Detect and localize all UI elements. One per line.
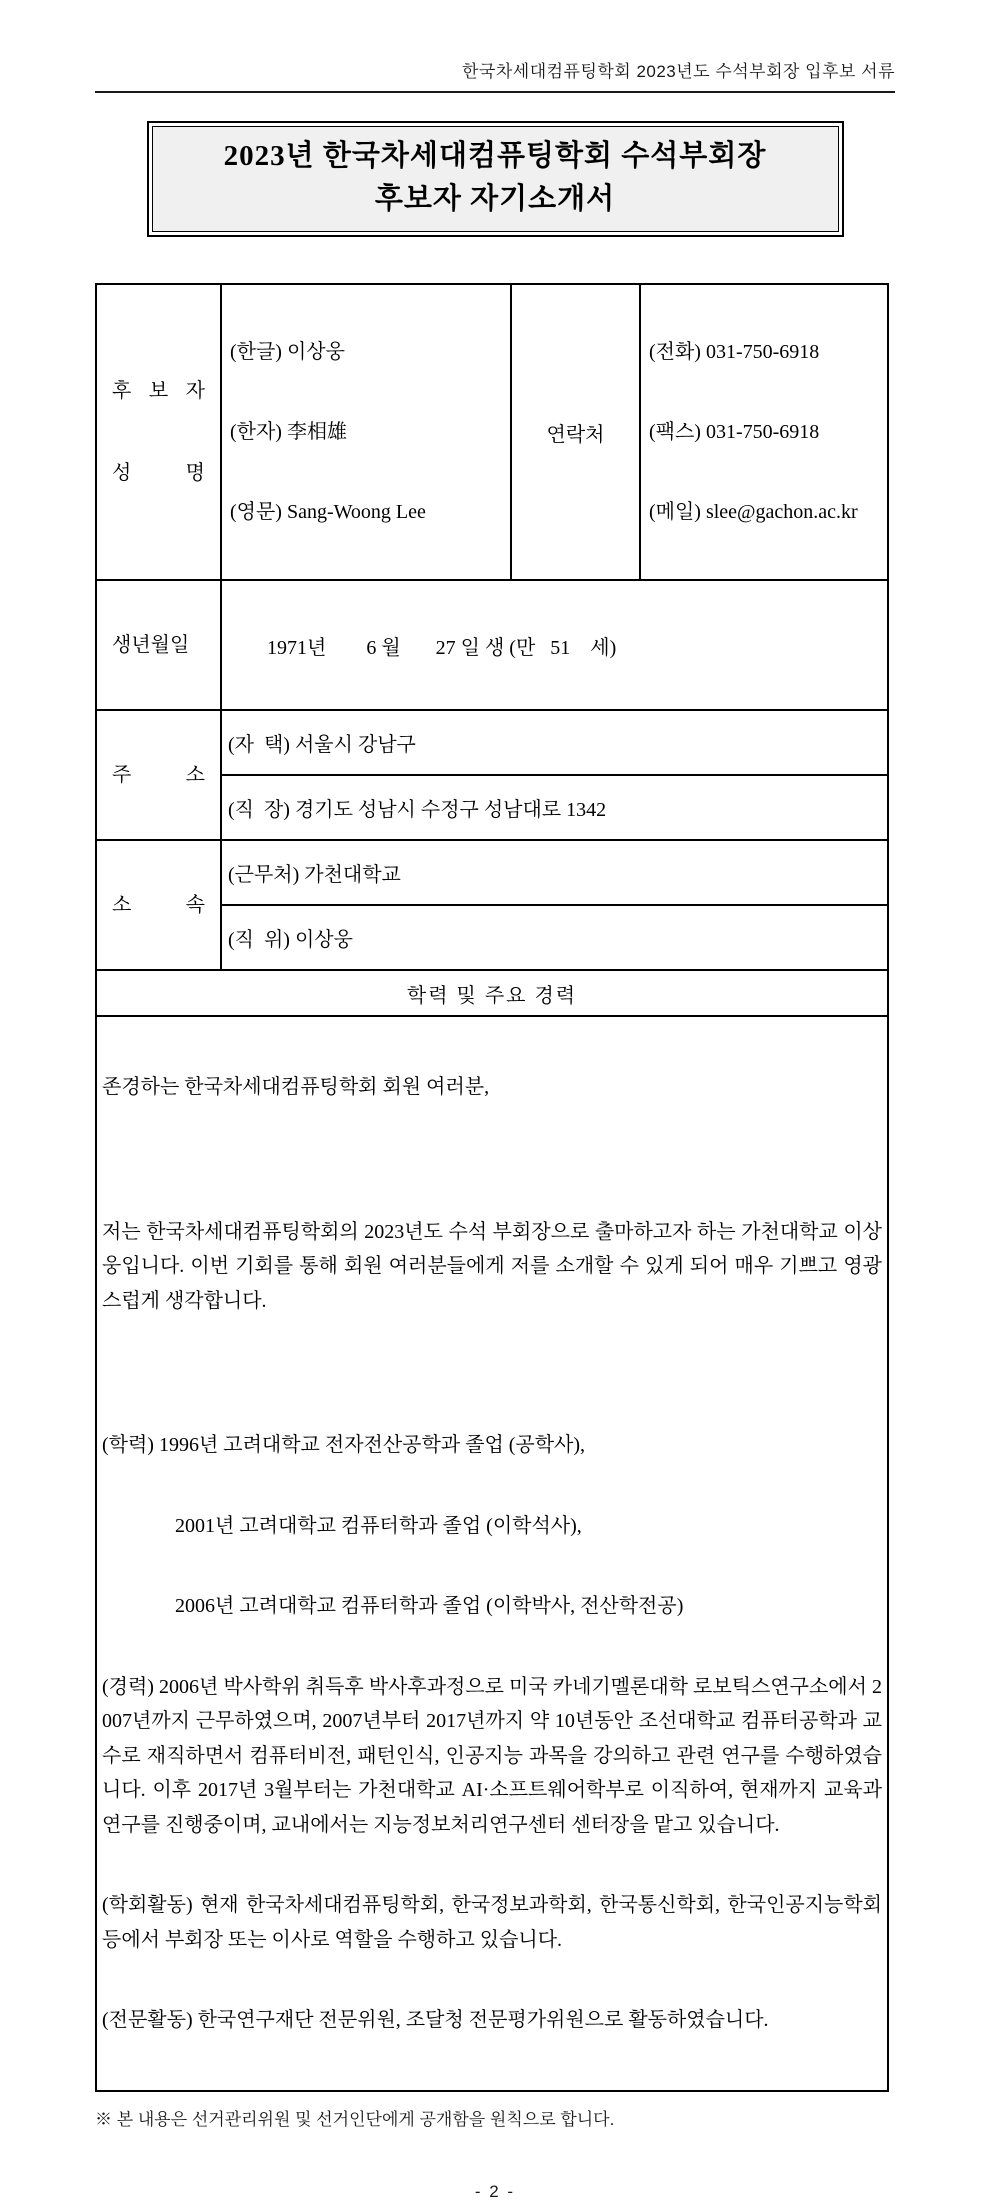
name-english: (영문) Sang-Woong Lee bbox=[230, 501, 426, 523]
name-label-cell bbox=[96, 284, 221, 580]
table-row-career-body bbox=[96, 1016, 888, 2091]
career-paragraph-expert-activity: (전문활동) 한국연구재단 전문위원, 조달청 전문평가위원으로 활동하였습니다. bbox=[102, 2009, 769, 2031]
disclosure-footnote: ※ 본 내용은 선거관리위원 및 선거인단에게 공개함을 원칙으로 합니다. bbox=[95, 2109, 615, 2129]
title-box-inner bbox=[152, 126, 839, 232]
title-box bbox=[147, 121, 844, 237]
career-paragraph-education-3: 2006년 고려대학교 컴퓨터학과 졸업 (이학박사, 전산학전공) bbox=[175, 1595, 684, 1617]
table-row-career-header bbox=[96, 970, 888, 1016]
document-title-line1: 2023년 한국차세대컴퓨팅학회 수석부회장 bbox=[223, 140, 767, 172]
address-home-cell: (자 택) 서울시 강남구 bbox=[221, 710, 888, 775]
name-label-line1: 후 보 자 bbox=[112, 380, 205, 402]
candidate-info-table bbox=[95, 283, 889, 2092]
contact-email: (메일) slee@gachon.ac.kr bbox=[649, 501, 858, 523]
contact-label-cell: 연락처 bbox=[511, 284, 640, 580]
affiliation-label-cell bbox=[96, 840, 221, 970]
birth-value-cell: 1971년 6 월 27 일 생 (만 51 세) bbox=[221, 580, 888, 710]
name-label-line2: 성 명 bbox=[112, 462, 205, 484]
address-label-cell bbox=[96, 710, 221, 840]
address-work-cell: (직 장) 경기도 성남시 수정구 성남대로 1342 bbox=[221, 775, 888, 840]
career-paragraph-intro: 저는 한국차세대컴퓨팅학회의 2023년도 수석 부회장으로 출마하고자 하는 가천대학교 이상웅입니다. 이번 기회를 통해 회원 여러분들에게 저를 소개할 수 있게 되어 매우 기쁘고 영광스럽게 생각합니다. bbox=[102, 1220, 882, 1312]
table-row-affiliation-workplace bbox=[96, 840, 888, 905]
page-number: - 2 - bbox=[474, 2181, 516, 2201]
career-paragraph-greeting: 존경하는 한국차세대컴퓨팅학회 회원 여러분, bbox=[102, 1076, 490, 1098]
career-section-header: 학력 및 주요 경력 bbox=[96, 970, 888, 1016]
career-body-cell bbox=[96, 1016, 888, 2091]
affiliation-position-cell: (직 위) 이상웅 bbox=[221, 905, 888, 970]
table-row-name bbox=[96, 284, 888, 580]
affiliation-workplace-cell: (근무처) 가천대학교 bbox=[221, 840, 888, 905]
career-paragraph-education-2: 2001년 고려대학교 컴퓨터학과 졸업 (이학석사), bbox=[175, 1514, 582, 1537]
career-paragraph-education-1: (학력) 1996년 고려대학교 전자전산공학과 졸업 (공학사), bbox=[102, 1434, 586, 1456]
birth-label-cell bbox=[96, 580, 221, 710]
blank-line bbox=[102, 1364, 882, 1382]
contact-phone: (전화) 031-750-6918 bbox=[649, 341, 820, 363]
page-content bbox=[95, 0, 895, 2202]
running-header: 한국차세대컴퓨팅학회 2023년도 수석부회장 입후보 서류 bbox=[462, 62, 895, 81]
address-label: 주 소 bbox=[112, 764, 205, 786]
blank-line bbox=[102, 1151, 882, 1169]
affiliation-label: 소 속 bbox=[112, 894, 205, 916]
name-hanja: (한자) 李相雄 bbox=[230, 421, 347, 443]
birth-label: 생년월일 bbox=[112, 634, 190, 656]
contact-value-cell bbox=[640, 284, 888, 580]
contact-fax: (팩스) 031-750-6918 bbox=[649, 421, 820, 443]
name-value-cell bbox=[221, 284, 511, 580]
header-rule bbox=[95, 91, 895, 93]
career-paragraph-experience: (경력) 2006년 박사학위 취득후 박사후과정으로 미국 카네기멜론대학 로보틱스연구소에서 2007년까지 근무하였으며, 2007년부터 2017년까지 약 10년동안 조선대학교 컴퓨터공학과 교수로 재직하면서 컴퓨터비전, 패턴인식, 인공지능 과목을 강의하고 관련 연구를 수행하였습니다. 이후 2017년 3월부터는 가천대학교 AI·소프트웨어학부로 이직하여, 현재까지 교육과 연구를 진행중이며, 교내에서는 지능정보처리연구센터 센터장을 맡고 있습니다. bbox=[102, 1675, 882, 1836]
career-paragraph-society-activity: (학회활동) 현재 한국차세대컴퓨팅학회, 한국정보과학회, 한국통신학회, 한국인공지능학회 등에서 부회장 또는 이사로 역할을 수행하고 있습니다. bbox=[102, 1894, 882, 1951]
table-row-address-home bbox=[96, 710, 888, 775]
name-hangul: (한글) 이상웅 bbox=[230, 341, 345, 363]
table-row-birth bbox=[96, 580, 888, 710]
document-title-line2: 후보자 자기소개서 bbox=[374, 183, 616, 215]
